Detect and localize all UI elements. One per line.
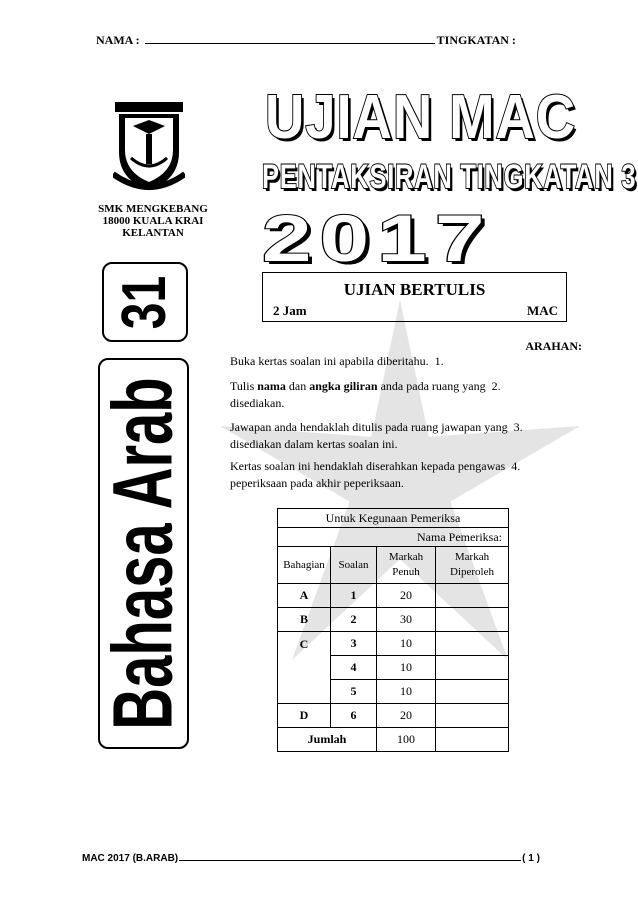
subject-name: Bahasa Arab bbox=[96, 377, 191, 730]
instruction-item: Jawapan anda hendaklah ditulis pada ruang jawapan yang 3. disediakan dalam kertas soalan ini. bbox=[230, 420, 523, 451]
table-row: 4 10 bbox=[278, 656, 509, 680]
school-state: KELANTAN bbox=[122, 227, 184, 239]
marks-input[interactable] bbox=[436, 632, 509, 656]
footer-rule bbox=[179, 853, 521, 861]
school-crest-icon bbox=[113, 100, 185, 192]
instruction-number: 1. bbox=[434, 354, 444, 368]
school-address bbox=[88, 203, 218, 239]
exam-duration: 2 Jam bbox=[273, 303, 307, 318]
examiner-name-field[interactable]: Nama Pemeriksa: bbox=[278, 528, 509, 547]
footer-paper-label: MAC 2017 (B.ARAB) bbox=[82, 853, 179, 864]
instruction-item: Buka kertas soalan ini apabila diberitahu. 1. bbox=[230, 354, 444, 368]
instruction-item: Kertas soalan ini hendaklah diserahkan kepada pengawas 4. peperiksaan pada akhir peperiksaan. bbox=[230, 459, 521, 490]
table-caption: Untuk Kegunaan Pemeriksa bbox=[278, 509, 509, 528]
total-full-marks: 100 bbox=[377, 728, 436, 752]
table-row: B 2 30 bbox=[278, 608, 509, 632]
marks-input[interactable] bbox=[436, 608, 509, 632]
page-footer bbox=[82, 853, 562, 864]
marks-input[interactable] bbox=[436, 656, 509, 680]
marks-input[interactable] bbox=[436, 680, 509, 704]
paper-code: 31 bbox=[110, 275, 180, 329]
school-name: SMK MENGKEBANG bbox=[98, 203, 208, 215]
instruction-number: 3. bbox=[513, 420, 523, 434]
header-section: Bahagian bbox=[278, 547, 331, 584]
page-number: ( 1 ) bbox=[522, 853, 540, 864]
exam-year: 2017 bbox=[262, 201, 493, 275]
instruction-item: Tulis nama dan angka giliran anda pada ruang yang 2. disediakan. bbox=[230, 379, 501, 410]
paper-code-box bbox=[102, 262, 188, 342]
subject-box bbox=[98, 358, 189, 749]
table-row: A 1 20 bbox=[278, 584, 509, 608]
examiner-table bbox=[277, 508, 509, 752]
name-label: NAMA : bbox=[96, 33, 140, 47]
marks-input[interactable] bbox=[436, 584, 509, 608]
total-label: Jumlah bbox=[278, 728, 377, 752]
exam-month: MAC bbox=[526, 303, 558, 318]
student-header bbox=[96, 33, 546, 48]
header-question: Soalan bbox=[331, 547, 377, 584]
marks-input[interactable] bbox=[436, 704, 509, 728]
header-marks-obtained: Markah Diperoleh bbox=[436, 547, 509, 584]
total-marks-input[interactable] bbox=[436, 728, 509, 752]
table-row: C 3 10 bbox=[278, 632, 509, 656]
name-blank[interactable] bbox=[145, 34, 435, 44]
table-row: 5 10 bbox=[278, 680, 509, 704]
total-row bbox=[278, 728, 509, 752]
instruction-number: 4. bbox=[511, 459, 521, 473]
instruction-number: 2. bbox=[491, 379, 501, 393]
exam-subtitle: PENTAKSIRAN TINGKATAN 3 bbox=[262, 158, 637, 196]
header-full-marks: Markah Penuh bbox=[377, 547, 436, 584]
table-row: D 6 20 bbox=[278, 704, 509, 728]
exam-info-box bbox=[262, 272, 567, 322]
exam-main-title: UJIAN MAC bbox=[265, 83, 577, 152]
form-label: TINGKATAN : bbox=[436, 33, 516, 47]
instructions-heading: ARAHAN: bbox=[525, 339, 582, 353]
school-postcode-city: 18000 KUALA KRAI bbox=[102, 215, 204, 227]
exam-type: UJIAN BERTULIS bbox=[343, 280, 486, 299]
